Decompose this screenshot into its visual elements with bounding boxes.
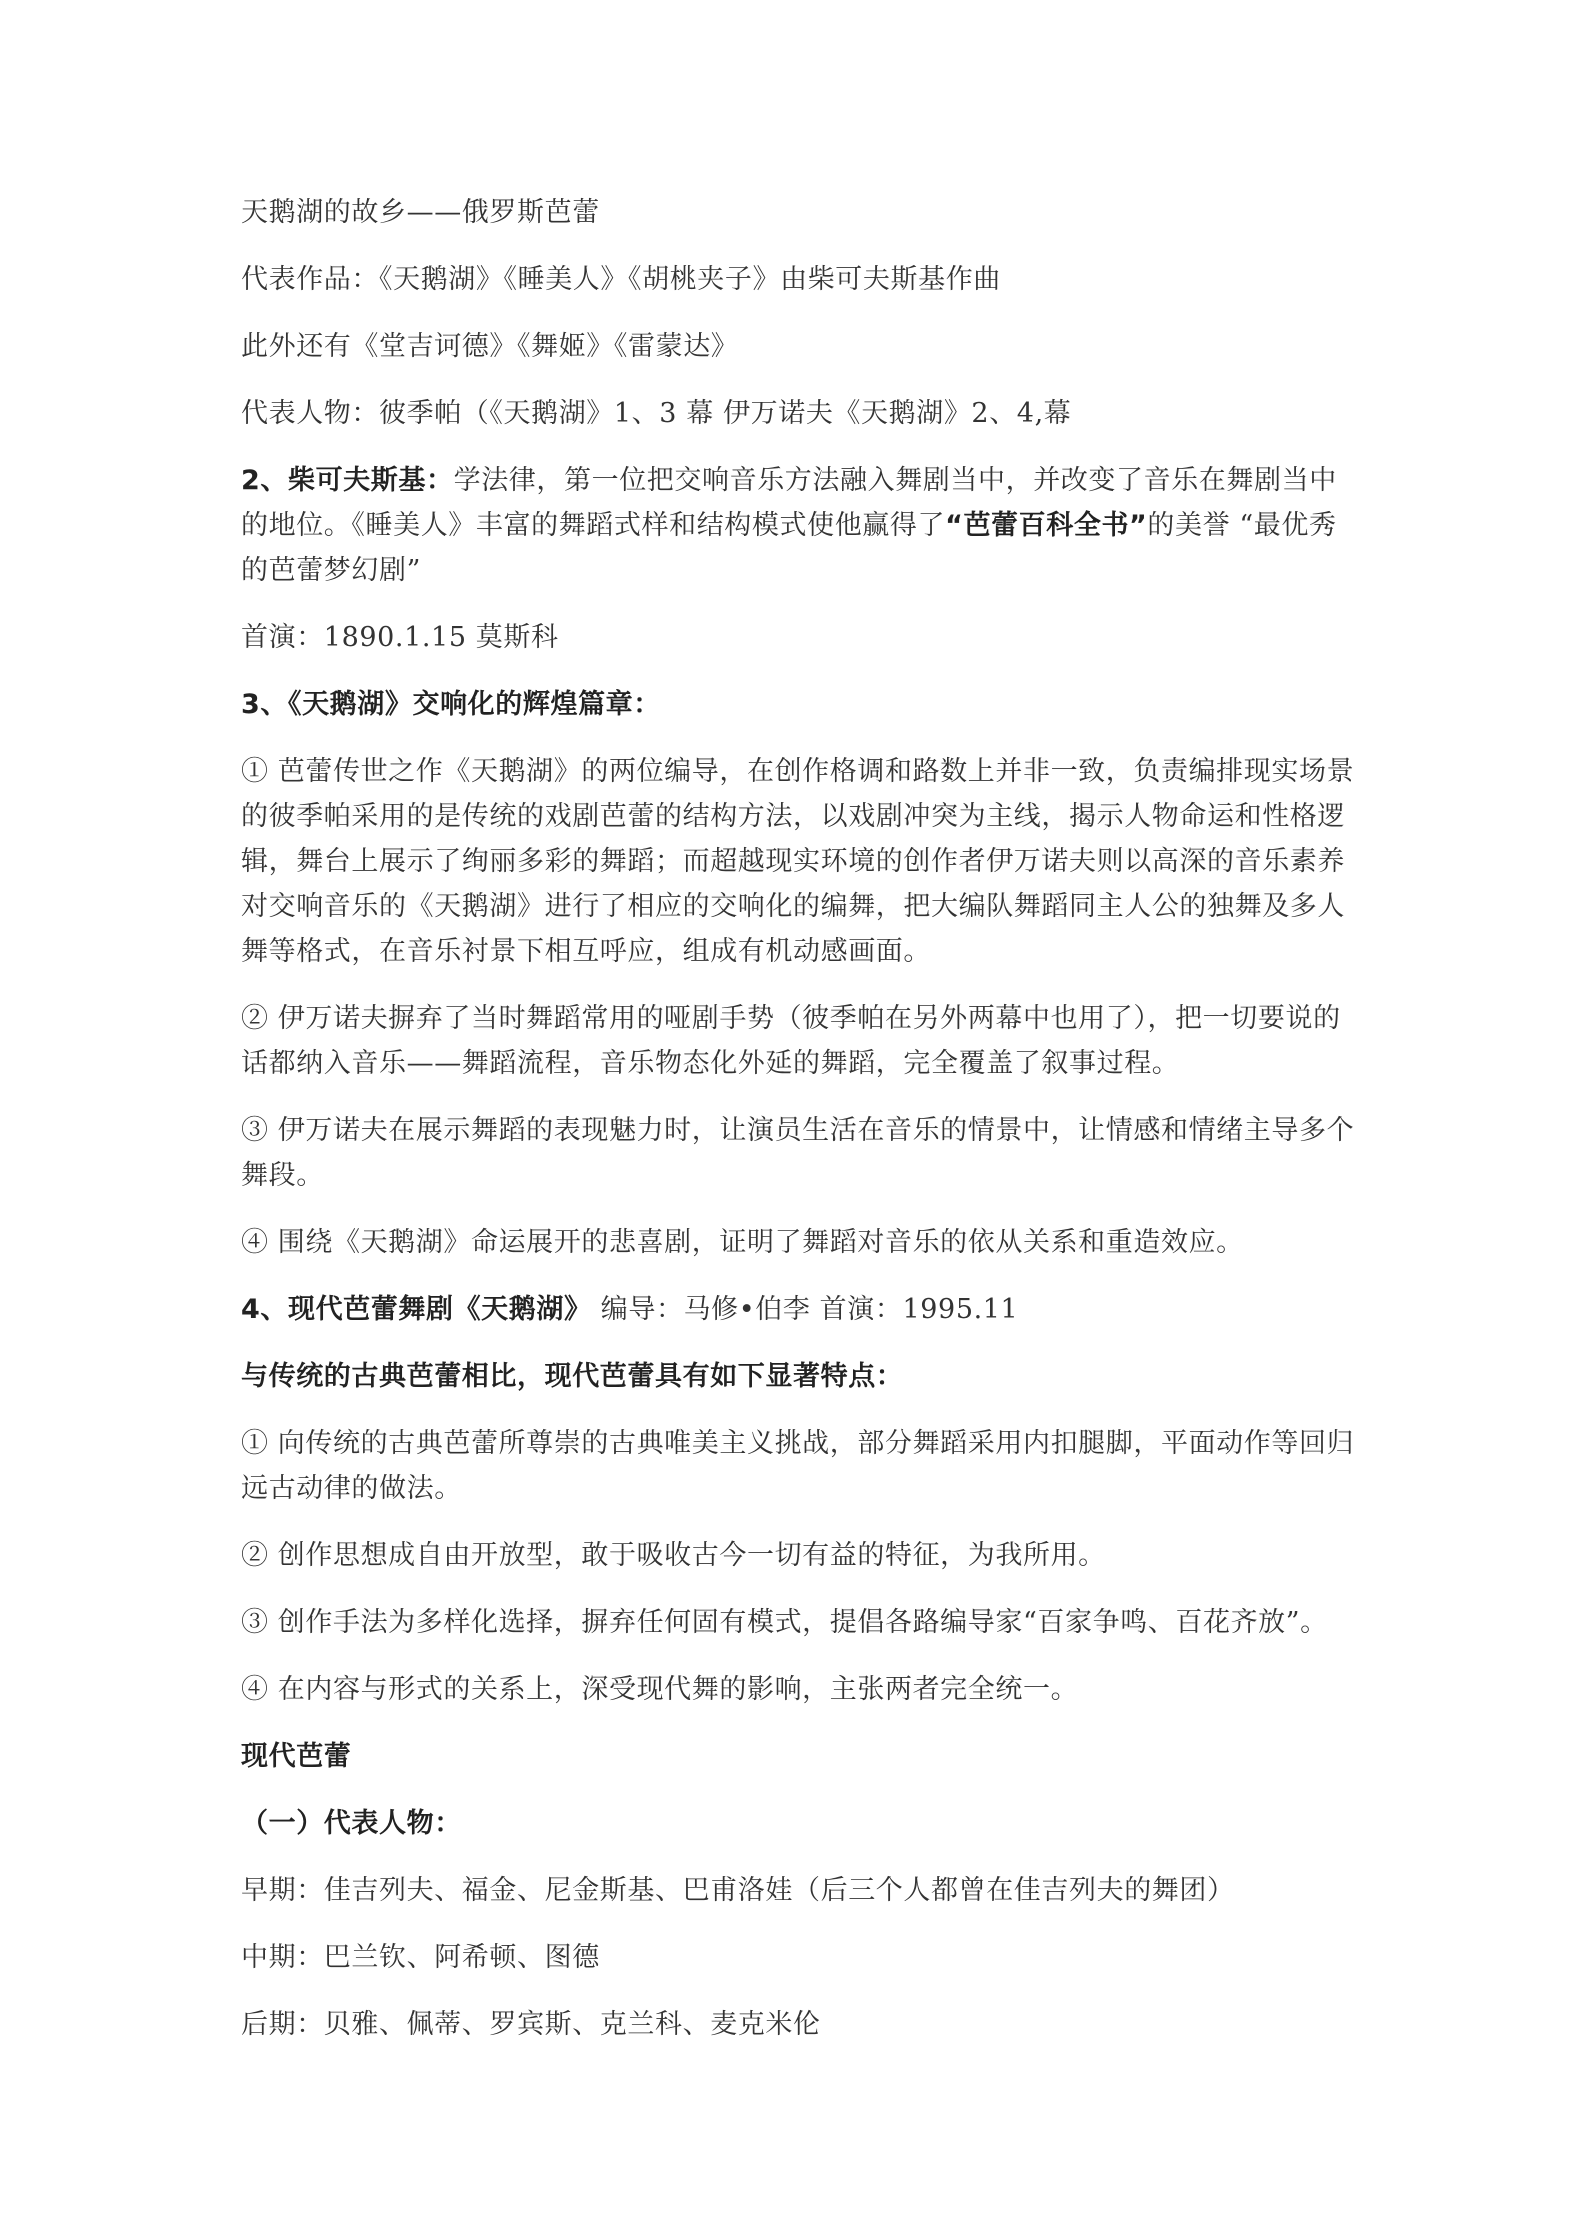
section-3-item-2: ② 伊万诺夫摒弃了当时舞蹈常用的哑剧手势（彼季帕在另外两幕中也用了），把一切要说的话都纳入音乐——舞蹈流程，音乐物态化外延的舞蹈，完全覆盖了叙事过程。	[241, 1003, 1341, 1079]
modern-ballet-late: 后期：贝雅、佩蒂、罗宾斯、克兰科、麦克米伦	[241, 2009, 821, 2040]
line-other-works: 此外还有《堂吉诃德》《舞姬》《雷蒙达》	[241, 331, 739, 362]
premiere-line: 首演：1890.1.15 莫斯科	[241, 622, 559, 653]
line-representative-works: 代表作品：《天鹅湖》《睡美人》《胡桃夹子》由柴可夫斯基作曲	[241, 264, 1001, 295]
section-4-rest: 编导：马修•伯李 首演：1995.11	[591, 1294, 1019, 1325]
comparison-item-3: ③ 创作手法为多样化选择，摒弃任何固有模式，提倡各路编导家“百家争鸣、百花齐放”。	[241, 1607, 1328, 1638]
section-3-heading: 3、《天鹅湖》交响化的辉煌篇章：	[241, 689, 661, 720]
document-body	[241, 190, 1361, 2069]
section-3-item-4: ④ 围绕《天鹅湖》命运展开的悲喜剧，证明了舞蹈对音乐的依从关系和重造效应。	[241, 1227, 1244, 1258]
modern-ballet-early: 早期：佳吉列夫、福金、尼金斯基、巴甫洛娃（后三个人都曾在佳吉列夫的舞团）	[241, 1875, 1235, 1906]
section-4-line	[241, 1287, 1361, 1332]
section-2-emphasis: “芭蕾百科全书”	[945, 510, 1148, 541]
section-2-text-a: 学法律，第一位把交响音乐方法融入舞剧当中，并改变了音乐在舞剧当中的地位。《睡美人》丰富的舞蹈式样和结构模式使他赢得了	[241, 465, 1337, 541]
line-title: 天鹅湖的故乡——俄罗斯芭蕾	[241, 197, 600, 228]
comparison-item-1: ① 向传统的古典芭蕾所尊崇的古典唯美主义挑战，部分舞蹈采用内扣腿脚，平面动作等回归远古动律的做法。	[241, 1428, 1355, 1504]
comparison-heading: 与传统的古典芭蕾相比，现代芭蕾具有如下显著特点：	[241, 1361, 904, 1392]
comparison-item-2: ② 创作思想成自由开放型，敢于吸收古今一切有益的特征，为我所用。	[241, 1540, 1106, 1571]
modern-ballet-subheading: （一）代表人物：	[241, 1808, 462, 1839]
section-3-item-1: ① 芭蕾传世之作《天鹅湖》的两位编导，在创作格调和路数上并非一致，负责编排现实场景的彼季帕采用的是传统的戏剧芭蕾的结构方法，以戏剧冲突为主线，揭示人物命运和性格逻辑，舞台上展示了绚丽多彩的舞蹈；而超越现实环境的创作者伊万诺夫则以高深的音乐素养对交响音乐的《天鹅湖》进行了相应的交响化的编舞，把大编队舞蹈同主人公的独舞及多人舞等格式，在音乐衬景下相互呼应，组成有机动感画面。	[241, 756, 1355, 967]
comparison-item-4: ④ 在内容与形式的关系上，深受现代舞的影响，主张两者完全统一。	[241, 1674, 1079, 1705]
section-2-text-b: 的美誉 “最优秀的芭蕾梦幻剧”	[241, 510, 1337, 586]
section-2-heading: 2、柴可夫斯基：	[241, 465, 454, 496]
section-2-paragraph	[241, 458, 1361, 593]
modern-ballet-middle: 中期：巴兰钦、阿希顿、图德	[241, 1942, 600, 1973]
section-3-item-3: ③ 伊万诺夫在展示舞蹈的表现魅力时，让演员生活在音乐的情景中，让情感和情绪主导多个舞段。	[241, 1115, 1355, 1191]
modern-ballet-heading: 现代芭蕾	[241, 1741, 352, 1772]
section-4-heading: 4、现代芭蕾舞剧《天鹅湖》	[241, 1294, 592, 1325]
line-representative-people: 代表人物：彼季帕（《天鹅湖》1、3 幕 伊万诺夫《天鹅湖》2、4,幕	[241, 398, 1072, 429]
